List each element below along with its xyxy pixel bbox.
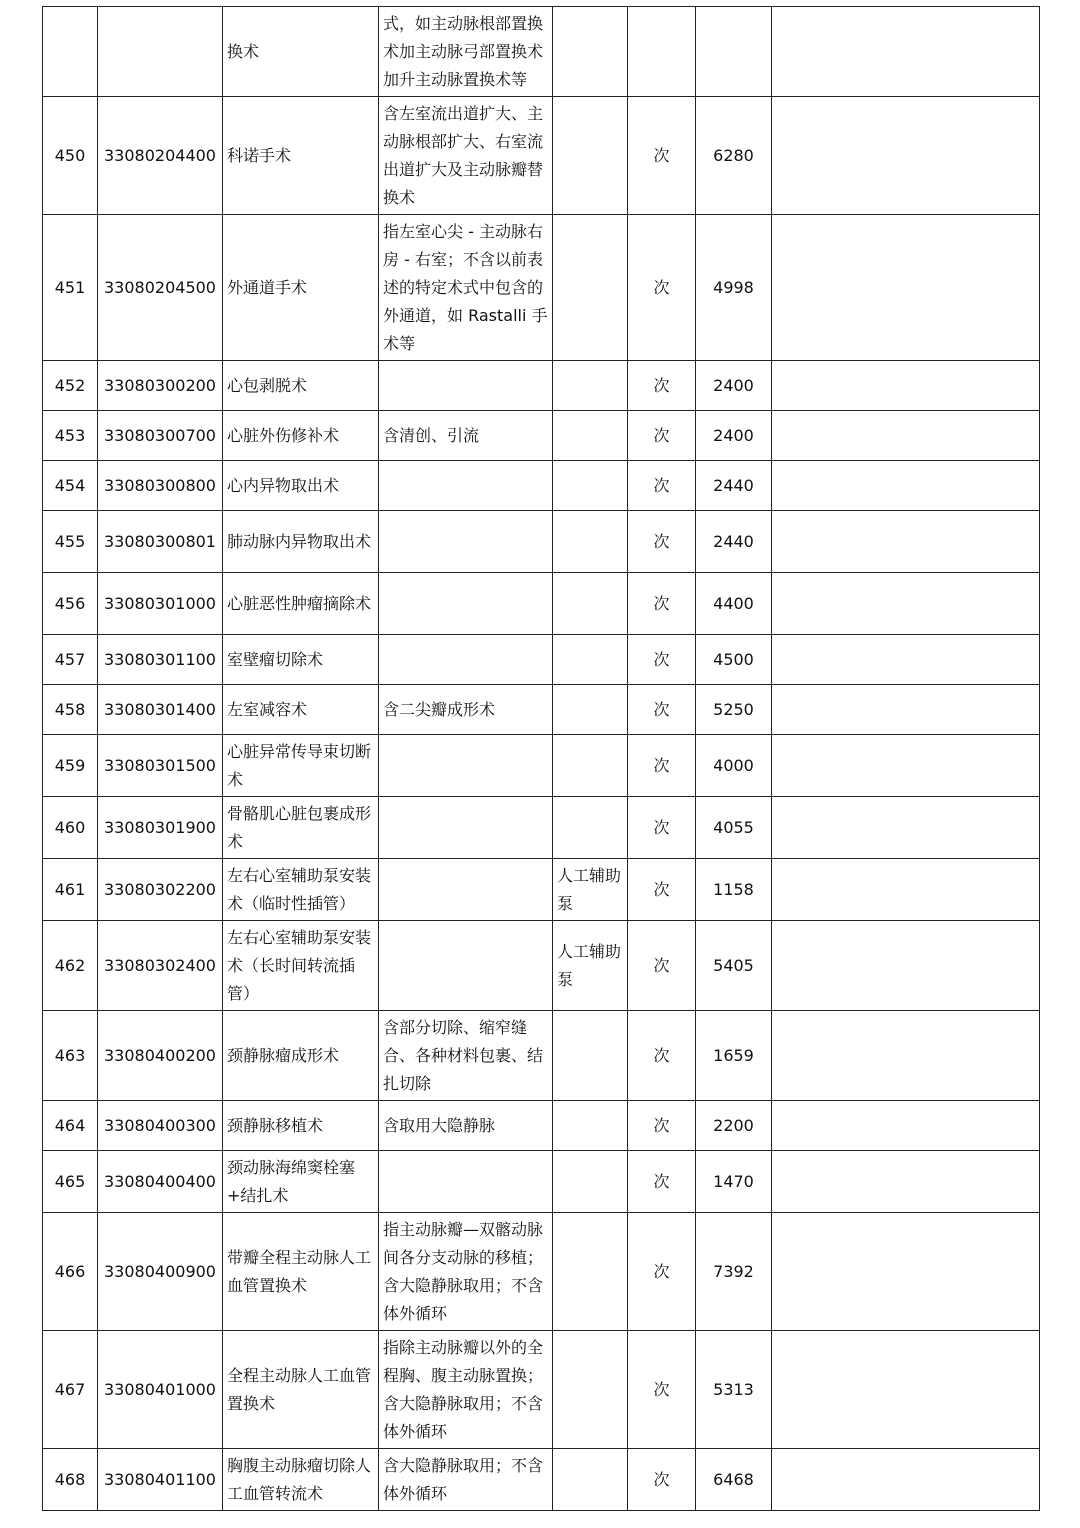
name-cell: 心脏恶性肿瘤摘除术	[223, 573, 379, 635]
code-cell	[98, 7, 223, 97]
seq-cell: 461	[43, 859, 98, 921]
name-cell: 胸腹主动脉瘤切除人工血管转流术	[223, 1449, 379, 1511]
fee-table	[42, 6, 1040, 1511]
table-row	[43, 685, 1040, 735]
note-cell	[772, 735, 1040, 797]
content-cell	[379, 735, 553, 797]
table-row	[43, 921, 1040, 1011]
code-cell: 33080301900	[98, 797, 223, 859]
seq-cell: 464	[43, 1101, 98, 1151]
name-cell: 带瓣全程主动脉人工血管置换术	[223, 1213, 379, 1331]
unit-cell	[628, 7, 696, 97]
table-row	[43, 735, 1040, 797]
unit-cell: 次	[628, 859, 696, 921]
price-cell: 2400	[696, 411, 772, 461]
unit-cell: 次	[628, 1101, 696, 1151]
except-cell	[553, 1101, 628, 1151]
except-cell	[553, 635, 628, 685]
unit-cell: 次	[628, 797, 696, 859]
code-cell: 33080400900	[98, 1213, 223, 1331]
unit-cell: 次	[628, 461, 696, 511]
content-cell: 含部分切除、缩窄缝合、各种材料包裹、结扎切除	[379, 1011, 553, 1101]
except-cell	[553, 1213, 628, 1331]
except-cell: 人工辅助泵	[553, 859, 628, 921]
content-cell: 指主动脉瓣—双髂动脉间各分支动脉的移植；含大隐静脉取用；不含体外循环	[379, 1213, 553, 1331]
except-cell	[553, 1449, 628, 1511]
name-cell: 颈静脉移植术	[223, 1101, 379, 1151]
table-row	[43, 511, 1040, 573]
except-cell	[553, 215, 628, 361]
table-row	[43, 1449, 1040, 1511]
price-cell: 4000	[696, 735, 772, 797]
seq-cell: 458	[43, 685, 98, 735]
code-cell: 33080204500	[98, 215, 223, 361]
note-cell	[772, 1331, 1040, 1449]
name-cell: 科诺手术	[223, 97, 379, 215]
price-cell: 1470	[696, 1151, 772, 1213]
except-cell: 人工辅助泵	[553, 921, 628, 1011]
note-cell	[772, 215, 1040, 361]
note-cell	[772, 7, 1040, 97]
table-row	[43, 7, 1040, 97]
price-cell: 1158	[696, 859, 772, 921]
note-cell	[772, 461, 1040, 511]
unit-cell: 次	[628, 921, 696, 1011]
name-cell: 颈静脉瘤成形术	[223, 1011, 379, 1101]
price-cell	[696, 7, 772, 97]
unit-cell: 次	[628, 215, 696, 361]
code-cell: 33080301500	[98, 735, 223, 797]
seq-cell: 455	[43, 511, 98, 573]
unit-cell: 次	[628, 97, 696, 215]
seq-cell: 451	[43, 215, 98, 361]
seq-cell: 462	[43, 921, 98, 1011]
name-cell: 骨骼肌心脏包裹成形术	[223, 797, 379, 859]
name-cell: 心脏异常传导束切断术	[223, 735, 379, 797]
unit-cell: 次	[628, 1331, 696, 1449]
seq-cell: 466	[43, 1213, 98, 1331]
code-cell: 33080301000	[98, 573, 223, 635]
price-cell: 6280	[696, 97, 772, 215]
code-cell: 33080302400	[98, 921, 223, 1011]
content-cell: 指除主动脉瓣以外的全程胸、腹主动脉置换；含大隐静脉取用；不含体外循环	[379, 1331, 553, 1449]
code-cell: 33080400300	[98, 1101, 223, 1151]
seq-cell: 450	[43, 97, 98, 215]
content-cell	[379, 511, 553, 573]
price-cell: 5250	[696, 685, 772, 735]
unit-cell: 次	[628, 411, 696, 461]
content-cell	[379, 573, 553, 635]
price-cell: 2440	[696, 461, 772, 511]
except-cell	[553, 511, 628, 573]
name-cell: 心内异物取出术	[223, 461, 379, 511]
note-cell	[772, 797, 1040, 859]
unit-cell: 次	[628, 573, 696, 635]
content-cell	[379, 921, 553, 1011]
unit-cell: 次	[628, 1151, 696, 1213]
table-row	[43, 97, 1040, 215]
name-cell: 换术	[223, 7, 379, 97]
content-cell	[379, 1151, 553, 1213]
except-cell	[553, 1331, 628, 1449]
note-cell	[772, 859, 1040, 921]
name-cell: 心包剥脱术	[223, 361, 379, 411]
name-cell: 肺动脉内异物取出术	[223, 511, 379, 573]
price-cell: 2440	[696, 511, 772, 573]
note-cell	[772, 1213, 1040, 1331]
seq-cell: 465	[43, 1151, 98, 1213]
seq-cell: 467	[43, 1331, 98, 1449]
table-row	[43, 1101, 1040, 1151]
content-cell	[379, 361, 553, 411]
unit-cell: 次	[628, 1213, 696, 1331]
unit-cell: 次	[628, 1449, 696, 1511]
table-row	[43, 635, 1040, 685]
table-row	[43, 1011, 1040, 1101]
note-cell	[772, 1449, 1040, 1511]
price-cell: 2200	[696, 1101, 772, 1151]
except-cell	[553, 685, 628, 735]
table-row	[43, 411, 1040, 461]
name-cell: 左右心室辅助泵安装术（长时间转流插管）	[223, 921, 379, 1011]
except-cell	[553, 1151, 628, 1213]
except-cell	[553, 461, 628, 511]
code-cell: 33080400200	[98, 1011, 223, 1101]
code-cell: 33080400400	[98, 1151, 223, 1213]
table-row	[43, 1213, 1040, 1331]
code-cell: 33080301100	[98, 635, 223, 685]
price-cell: 4055	[696, 797, 772, 859]
name-cell: 心脏外伤修补术	[223, 411, 379, 461]
name-cell: 左室减容术	[223, 685, 379, 735]
content-cell: 指左室心尖 - 主动脉右房 - 右室；不含以前表述的特定术式中包含的外通道，如 Rastalli 手术等	[379, 215, 553, 361]
note-cell	[772, 635, 1040, 685]
table-row	[43, 797, 1040, 859]
content-cell	[379, 797, 553, 859]
unit-cell: 次	[628, 635, 696, 685]
seq-cell: 457	[43, 635, 98, 685]
price-cell: 1659	[696, 1011, 772, 1101]
name-cell: 外通道手术	[223, 215, 379, 361]
seq-cell: 459	[43, 735, 98, 797]
except-cell	[553, 573, 628, 635]
table-row	[43, 1151, 1040, 1213]
content-cell: 含取用大隐静脉	[379, 1101, 553, 1151]
code-cell: 33080301400	[98, 685, 223, 735]
unit-cell: 次	[628, 1011, 696, 1101]
price-cell: 4400	[696, 573, 772, 635]
table-row	[43, 461, 1040, 511]
unit-cell: 次	[628, 735, 696, 797]
name-cell: 室壁瘤切除术	[223, 635, 379, 685]
note-cell	[772, 685, 1040, 735]
code-cell: 33080300700	[98, 411, 223, 461]
seq-cell	[43, 7, 98, 97]
code-cell: 33080204400	[98, 97, 223, 215]
table-row	[43, 859, 1040, 921]
content-cell: 式，如主动脉根部置换术加主动脉弓部置换术加升主动脉置换术等	[379, 7, 553, 97]
price-cell: 5405	[696, 921, 772, 1011]
price-cell: 7392	[696, 1213, 772, 1331]
name-cell: 左右心室辅助泵安装术（临时性插管）	[223, 859, 379, 921]
unit-cell: 次	[628, 361, 696, 411]
note-cell	[772, 97, 1040, 215]
except-cell	[553, 7, 628, 97]
content-cell: 含二尖瓣成形术	[379, 685, 553, 735]
code-cell: 33080300200	[98, 361, 223, 411]
note-cell	[772, 1101, 1040, 1151]
seq-cell: 463	[43, 1011, 98, 1101]
code-cell: 33080302200	[98, 859, 223, 921]
note-cell	[772, 511, 1040, 573]
seq-cell: 453	[43, 411, 98, 461]
except-cell	[553, 97, 628, 215]
unit-cell: 次	[628, 685, 696, 735]
seq-cell: 456	[43, 573, 98, 635]
content-cell: 含大隐静脉取用；不含体外循环	[379, 1449, 553, 1511]
price-cell: 4500	[696, 635, 772, 685]
table-row	[43, 573, 1040, 635]
except-cell	[553, 735, 628, 797]
price-cell: 5313	[696, 1331, 772, 1449]
price-cell: 6468	[696, 1449, 772, 1511]
content-cell: 含清创、引流	[379, 411, 553, 461]
except-cell	[553, 797, 628, 859]
content-cell	[379, 635, 553, 685]
code-cell: 33080401000	[98, 1331, 223, 1449]
content-cell	[379, 461, 553, 511]
seq-cell: 460	[43, 797, 98, 859]
seq-cell: 454	[43, 461, 98, 511]
note-cell	[772, 361, 1040, 411]
unit-cell: 次	[628, 511, 696, 573]
content-cell	[379, 859, 553, 921]
except-cell	[553, 361, 628, 411]
except-cell	[553, 411, 628, 461]
content-cell: 含左室流出道扩大、主动脉根部扩大、右室流出道扩大及主动脉瓣替换术	[379, 97, 553, 215]
code-cell: 33080300801	[98, 511, 223, 573]
seq-cell: 452	[43, 361, 98, 411]
note-cell	[772, 573, 1040, 635]
seq-cell: 468	[43, 1449, 98, 1511]
price-cell: 2400	[696, 361, 772, 411]
note-cell	[772, 1151, 1040, 1213]
name-cell: 全程主动脉人工血管置换术	[223, 1331, 379, 1449]
note-cell	[772, 1011, 1040, 1101]
code-cell: 33080300800	[98, 461, 223, 511]
table-row	[43, 215, 1040, 361]
table-row	[43, 361, 1040, 411]
price-cell: 4998	[696, 215, 772, 361]
except-cell	[553, 1011, 628, 1101]
name-cell: 颈动脉海绵窦栓塞+结扎术	[223, 1151, 379, 1213]
note-cell	[772, 411, 1040, 461]
table-row	[43, 1331, 1040, 1449]
code-cell: 33080401100	[98, 1449, 223, 1511]
note-cell	[772, 921, 1040, 1011]
